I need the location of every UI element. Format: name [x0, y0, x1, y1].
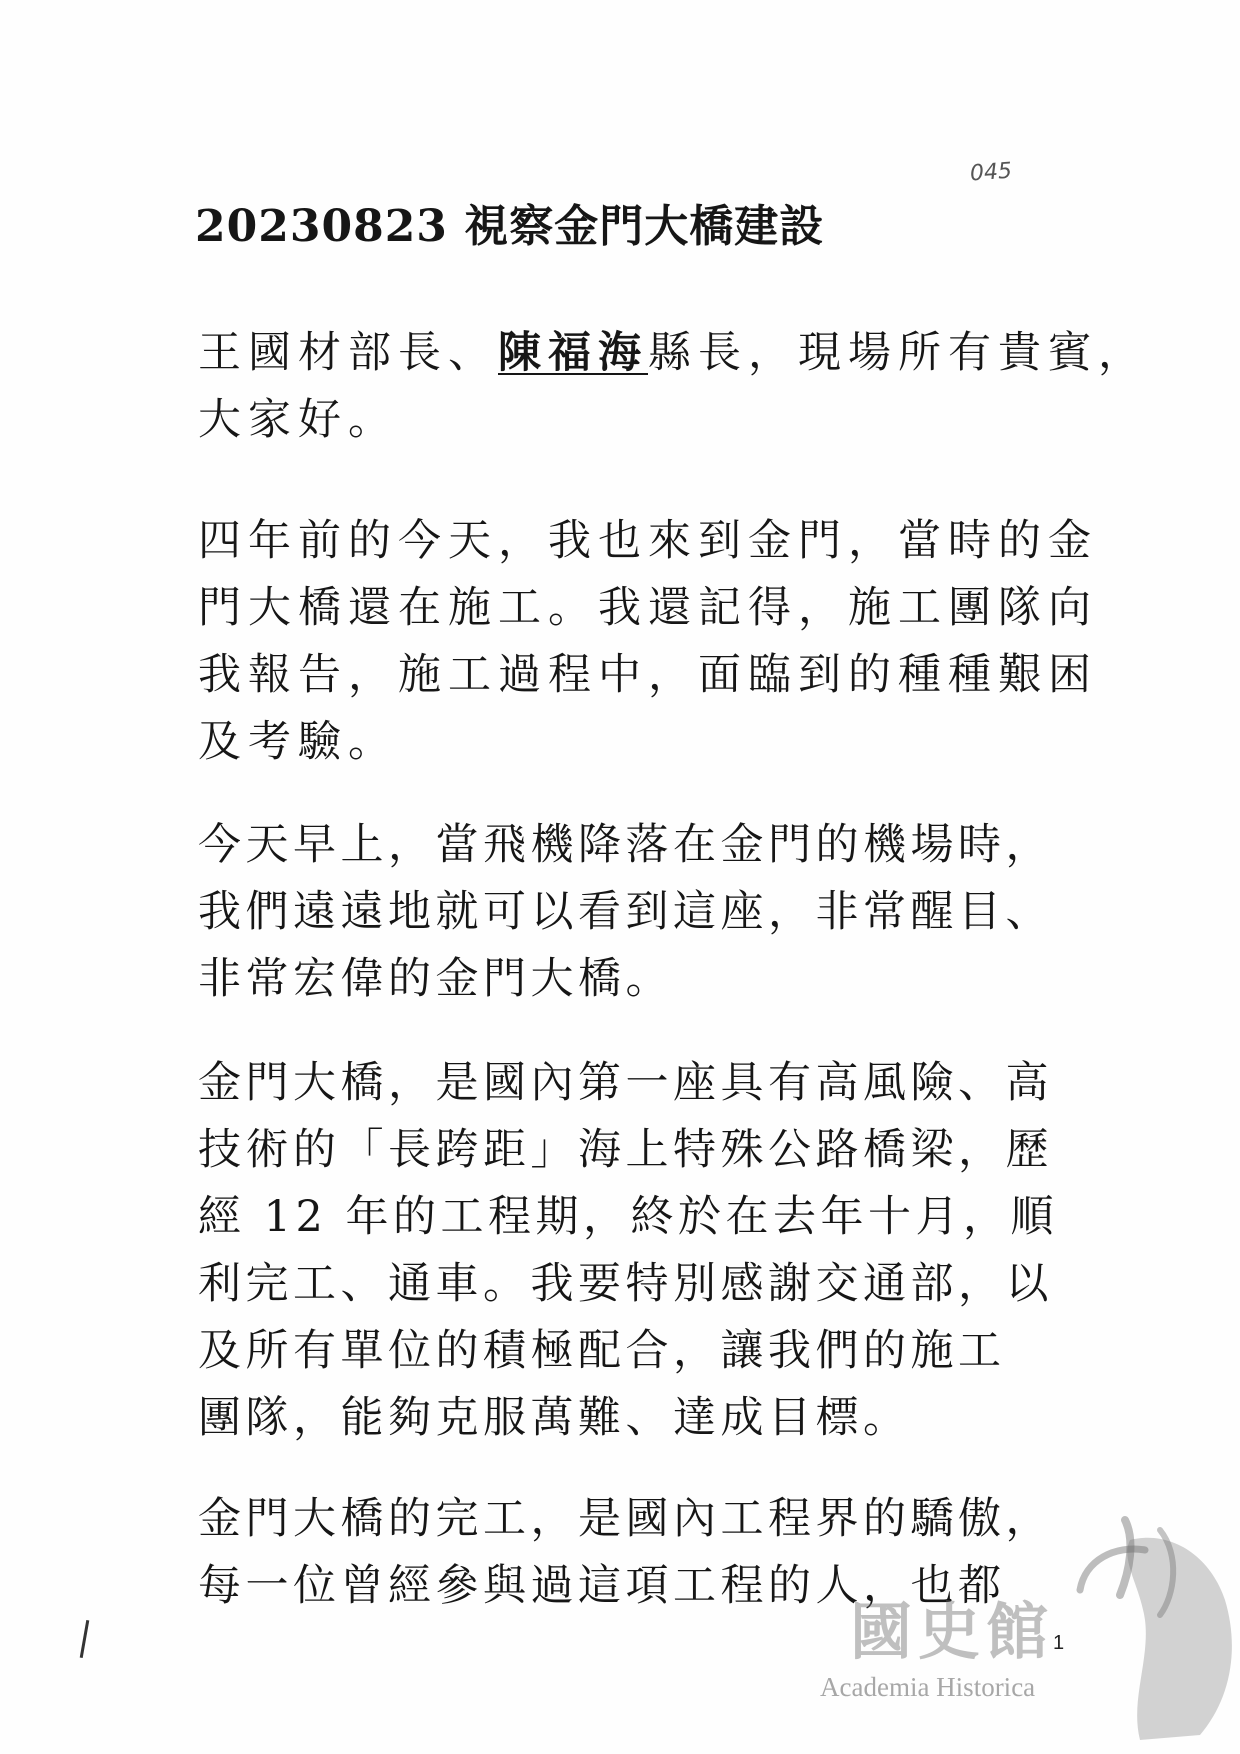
text-line: 技術的「長跨距」海上特殊公路橋梁，歷: [198, 1125, 1053, 1175]
paragraph-this-morning: [198, 812, 1053, 1013]
text-line: 團隊，能夠克服萬難、達成目標。: [198, 1393, 911, 1443]
text-line: 經 12 年的工程期，終於在去年十月，順: [198, 1192, 1059, 1242]
text-line: 今天早上，當飛機降落在金門的機場時，: [198, 820, 1053, 870]
paragraph-four-years-ago: [198, 508, 1098, 776]
text-line: 及所有單位的積極配合，讓我們的施工: [198, 1326, 1006, 1376]
watermark-chinese: 國史館: [850, 1595, 1055, 1668]
paragraph-greeting: [198, 320, 1148, 454]
greeting-officials: 王國材部長、: [198, 328, 498, 378]
scan-mark: [80, 1620, 90, 1658]
handwritten-page-annotation: 045: [969, 158, 1013, 187]
text-line: 非常宏偉的金門大橋。: [198, 954, 673, 1004]
document-title: 20230823 視察金門大橋建設: [195, 201, 825, 252]
text-line: 四年前的今天，我也來到金門，當時的金: [198, 516, 1098, 566]
text-line: 大家好。: [198, 395, 398, 445]
paragraph-bridge-description: [198, 1050, 1058, 1452]
text-line: 金門大橋的完工，是國內工程界的驕傲，: [198, 1494, 1053, 1544]
mayor-name: 陳福海: [498, 328, 648, 378]
text-line: 每一位曾經參與過這項工程的人，也都: [198, 1561, 1006, 1611]
text-line: 門大橋還在施工。我還記得，施工團隊向: [198, 583, 1098, 633]
text-line: 金門大橋，是國內第一座具有高風險、高: [198, 1058, 1053, 1108]
text-line: 我報告，施工過程中，面臨到的種種艱困: [198, 650, 1098, 700]
text-line: 及考驗。: [198, 717, 398, 767]
text-line: [198, 320, 1148, 387]
page-number: 1: [1053, 1632, 1065, 1654]
watermark-english: Academia Historica: [820, 1672, 1036, 1702]
text-line: 我們遠遠地就可以看到這座，非常醒目、: [198, 887, 1053, 937]
greeting-guests: 縣長，現場所有貴賓，: [648, 328, 1148, 378]
text-line: 利完工、通車。我要特別感謝交通部，以: [198, 1259, 1053, 1309]
academia-historica-watermark: [800, 1500, 1240, 1750]
